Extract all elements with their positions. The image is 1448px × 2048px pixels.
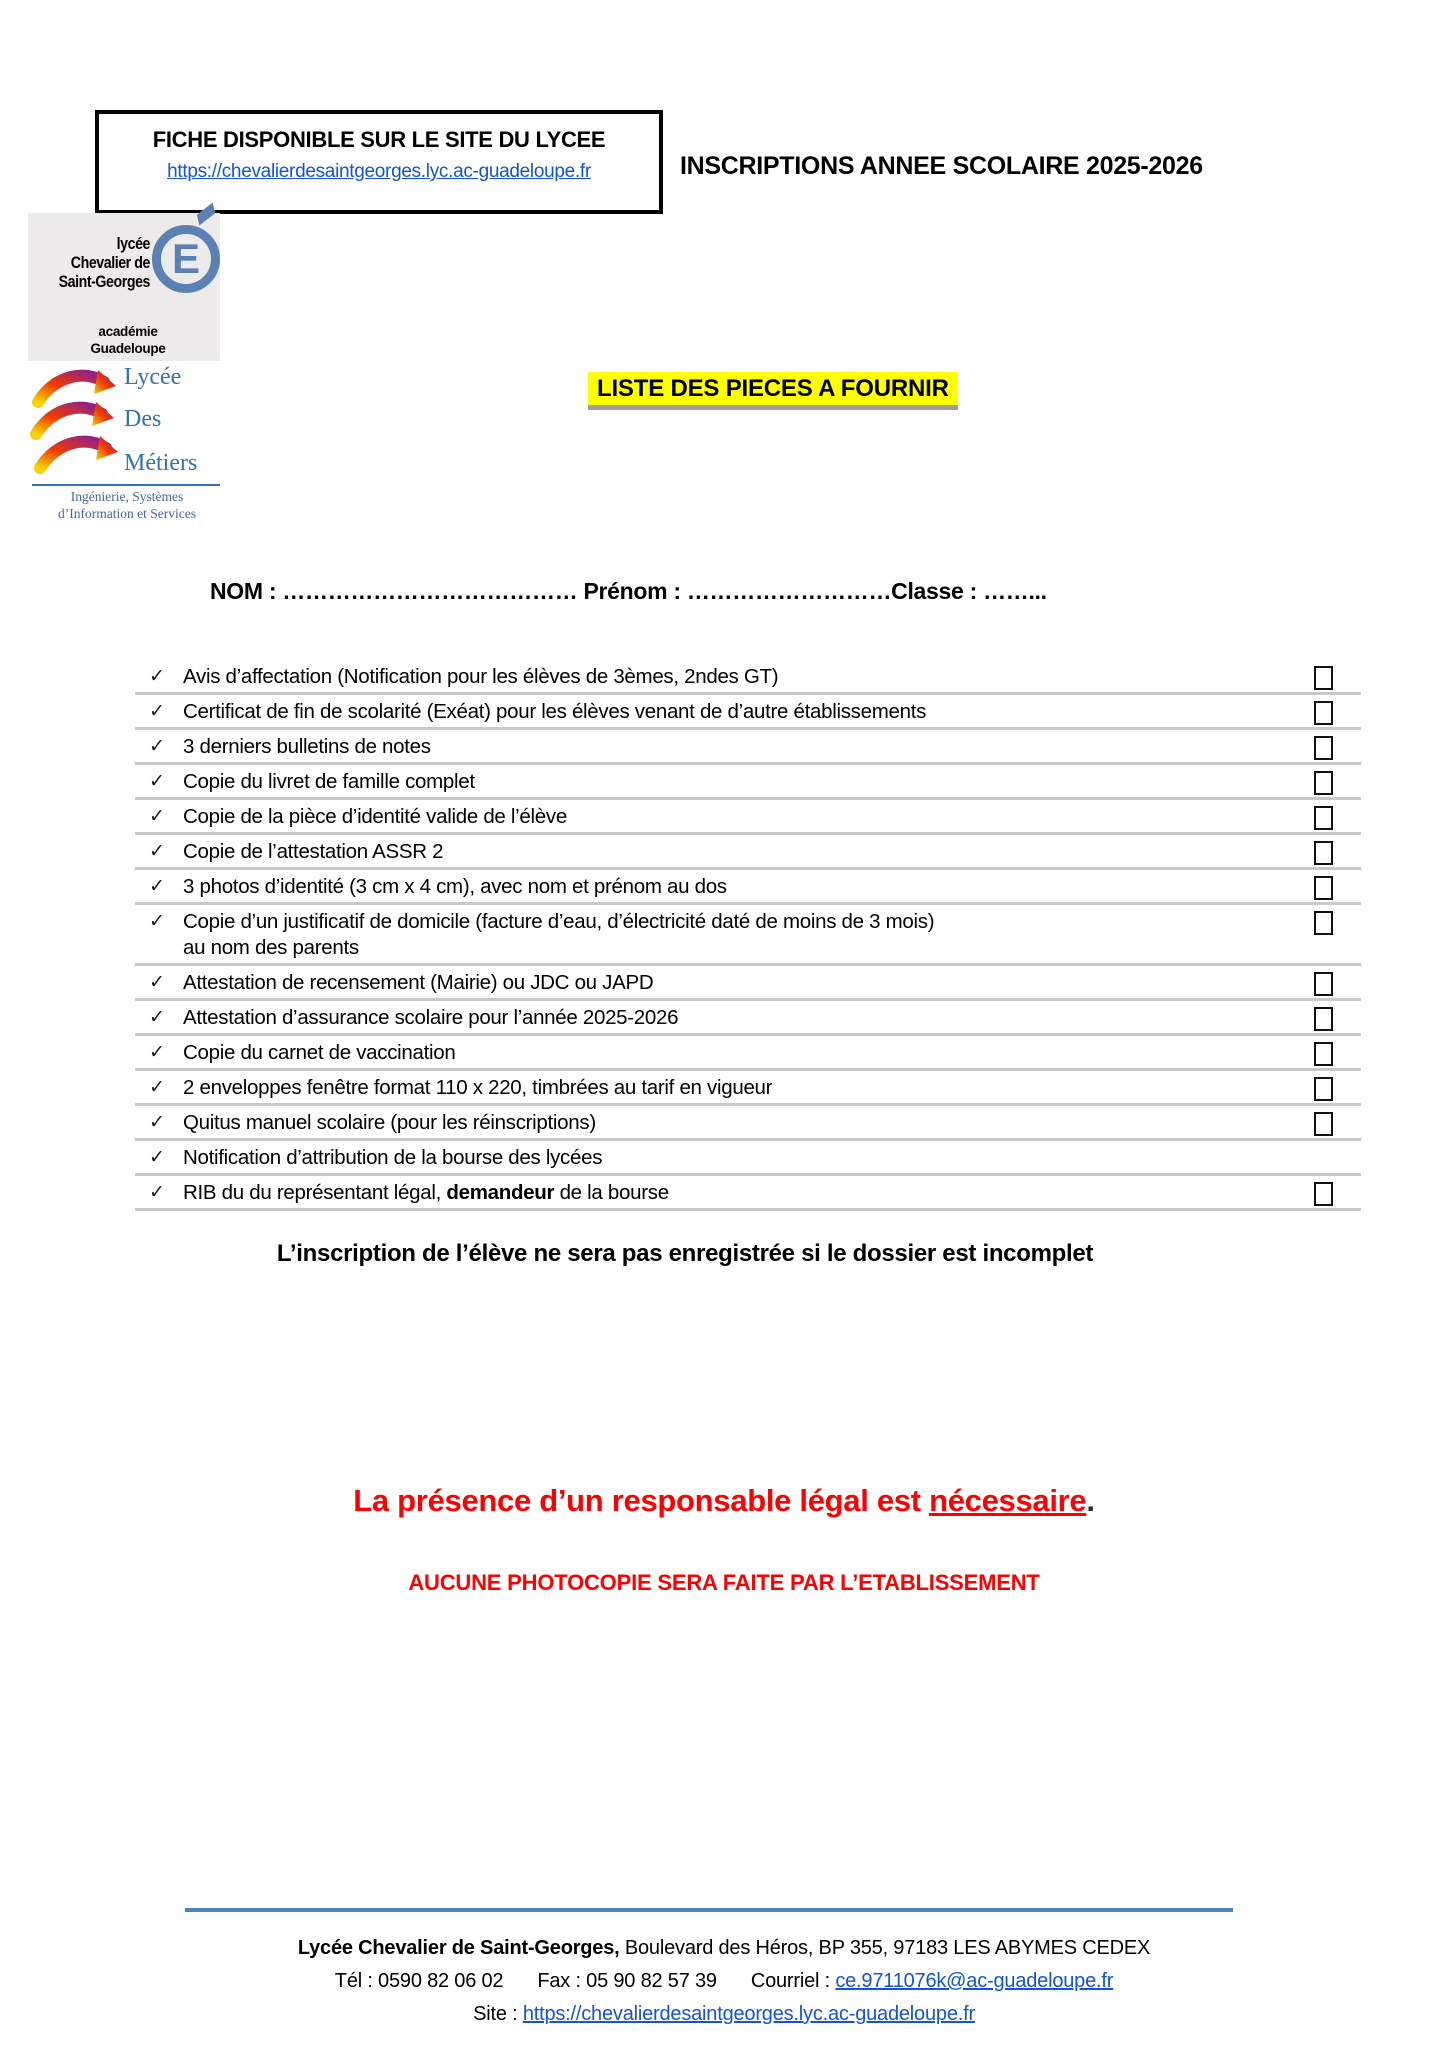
- item-text: RIB du du représentant légal, demandeur de la bourse: [183, 1181, 669, 1204]
- check-icon: ✓: [149, 736, 165, 757]
- check-icon: ✓: [149, 911, 165, 932]
- no-photocopy-notice: AUCUNE PHOTOCOPIE SERA FAITE PAR L’ETABLISSEMENT: [408, 1570, 1040, 1595]
- checklist-row: [135, 765, 1361, 800]
- check-icon: ✓: [149, 666, 165, 687]
- checklist-row: [135, 730, 1361, 765]
- item-text: Copie d’un justificatif de domicile (facture d’eau, d’électricité daté de moins de 3 mois) au nom des parents: [183, 910, 935, 959]
- metiers-divider: [32, 484, 220, 486]
- checkbox-icon: [1314, 701, 1333, 725]
- check-icon: ✓: [149, 1182, 165, 1203]
- item-text: 3 photos d’identité (3 cm x 4 cm), avec nom et prénom au dos: [183, 875, 727, 898]
- check-icon: ✓: [149, 876, 165, 897]
- academie-logo: [28, 213, 220, 361]
- checklist-row: [135, 1001, 1361, 1036]
- checklist-row: [135, 835, 1361, 870]
- checkbox-icon: [1314, 666, 1333, 690]
- checkbox-icon: [1314, 841, 1333, 865]
- checkbox-icon: [1314, 1077, 1333, 1101]
- checkbox-icon: [1314, 1112, 1333, 1136]
- checkbox-icon: [1314, 911, 1333, 935]
- item-text-line2: au nom des parents: [183, 936, 359, 959]
- check-icon: ✓: [149, 701, 165, 722]
- metiers-word-des: Des: [124, 406, 162, 432]
- metiers-logo-sub: Ingénierie, Systèmes d’Information et Services: [58, 489, 196, 521]
- checkbox-icon: [1314, 806, 1333, 830]
- check-icon: ✓: [149, 1112, 165, 1133]
- lycee-site-link[interactable]: https://chevalierdesaintgeorges.lyc.ac-guadeloupe.fr: [167, 161, 591, 182]
- metiers-logo: [28, 362, 226, 520]
- checklist-row: [135, 1106, 1361, 1141]
- site-info-title: FICHE DISPONIBLE SUR LE SITE DU LYCEE: [152, 127, 606, 152]
- checklist: [135, 660, 1361, 1211]
- footer-site-link[interactable]: https://chevalierdesaintgeorges.lyc.ac-guadeloupe.fr: [522, 2003, 975, 2025]
- page-title: INSCRIPTIONS ANNEE SCOLAIRE 2025-2026: [680, 152, 1203, 180]
- checkbox-icon: [1314, 771, 1333, 795]
- item-text: 2 enveloppes fenêtre format 110 x 220, timbrées au tarif en vigueur: [183, 1076, 773, 1099]
- checklist-row: [135, 1141, 1361, 1176]
- item-text: Copie de l’attestation ASSR 2: [183, 840, 444, 863]
- item-text: Copie de la pièce d’identité valide de l’élève: [183, 805, 567, 828]
- item-text: Attestation de recensement (Mairie) ou JDC ou JAPD: [183, 971, 654, 994]
- check-icon: ✓: [149, 771, 165, 792]
- metiers-word-metiers: Métiers: [124, 450, 198, 476]
- checklist-row: [135, 800, 1361, 835]
- checkbox-icon: [1314, 876, 1333, 900]
- check-icon: ✓: [149, 1042, 165, 1063]
- metiers-arrows-icon: [28, 366, 122, 482]
- item-text-bold: demandeur: [446, 1181, 555, 1204]
- item-text: Attestation d’assurance scolaire pour l’année 2025-2026: [183, 1006, 679, 1029]
- identity-line: NOM : ………………………………… Prénom : ………………………Classe : ……...: [210, 578, 1047, 604]
- checklist-row: [135, 660, 1361, 695]
- site-info-box: [95, 110, 663, 214]
- checkbox-icon: [1314, 736, 1333, 760]
- footer-site-label: Site :: [473, 2003, 523, 2025]
- footer-divider: [185, 1908, 1233, 1912]
- item-text: Copie du carnet de vaccination: [183, 1041, 456, 1064]
- footer-address-line: Lycée Chevalier de Saint-Georges, Boulevard des Héros, BP 355, 97183 LES ABYMES CEDEX: [297, 1937, 1151, 1959]
- checkbox-icon: [1314, 972, 1333, 996]
- incomplete-file-warning: L’inscription de l’élève ne sera pas enregistrée si le dossier est incomplet: [276, 1240, 1094, 1267]
- academie-logo-name: lycée Chevalier de Saint-Georges: [58, 235, 150, 291]
- footer-fax: Fax : 05 90 82 57 39: [537, 1970, 717, 1992]
- academie-logo-sub: académie Guadeloupe: [90, 324, 166, 356]
- item-text: Avis d’affectation (Notification pour les élèves de 3èmes, 2ndes GT): [183, 665, 779, 688]
- footer-courriel-label: Courriel :: [750, 1970, 836, 1992]
- check-icon: ✓: [149, 972, 165, 993]
- item-text: Quitus manuel scolaire (pour les réinscriptions): [183, 1111, 596, 1134]
- footer-site-line: [0, 1998, 1448, 2031]
- check-icon: ✓: [149, 1077, 165, 1098]
- checklist-row: [135, 966, 1361, 1001]
- item-text: 3 derniers bulletins de notes: [183, 735, 431, 758]
- item-text: Certificat de fin de scolarité (Exéat) pour les élèves venant de d’autre établissements: [183, 700, 927, 723]
- checkbox-icon: [1314, 1007, 1333, 1031]
- check-icon: ✓: [149, 1007, 165, 1028]
- item-text: Notification d’attribution de la bourse des lycées: [183, 1146, 603, 1169]
- footer-contact-line: [0, 1965, 1448, 1998]
- metiers-word-lycee: Lycée: [124, 364, 182, 390]
- school-name: Lycée Chevalier de Saint-Georges,: [297, 1937, 620, 1959]
- checklist-row: [135, 1036, 1361, 1071]
- checklist-row: [135, 870, 1361, 905]
- checklist-row: [135, 695, 1361, 730]
- checkbox-icon: [1314, 1042, 1333, 1066]
- footer: [0, 1932, 1448, 2031]
- checkbox-icon: [1314, 1182, 1333, 1206]
- checklist-row: [135, 905, 1361, 966]
- check-icon: ✓: [149, 1147, 165, 1168]
- item-text: Copie du livret de famille complet: [183, 770, 475, 793]
- footer-tel: Tél : 0590 82 06 02: [334, 1970, 504, 1992]
- academie-e-ring-icon: E: [152, 225, 220, 293]
- doc-title: LISTE DES PIECES A FOURNIR: [588, 372, 958, 410]
- check-icon: ✓: [149, 841, 165, 862]
- checklist-row: [135, 1071, 1361, 1106]
- legal-presence-notice: La présence d’un responsable légal est nécessaire.: [353, 1483, 1095, 1518]
- email-link[interactable]: ce.9711076k@ac-guadeloupe.fr: [835, 1970, 1114, 1992]
- necessaire-underlined: nécessaire: [929, 1483, 1087, 1518]
- check-icon: ✓: [149, 806, 165, 827]
- checklist-row: [135, 1176, 1361, 1211]
